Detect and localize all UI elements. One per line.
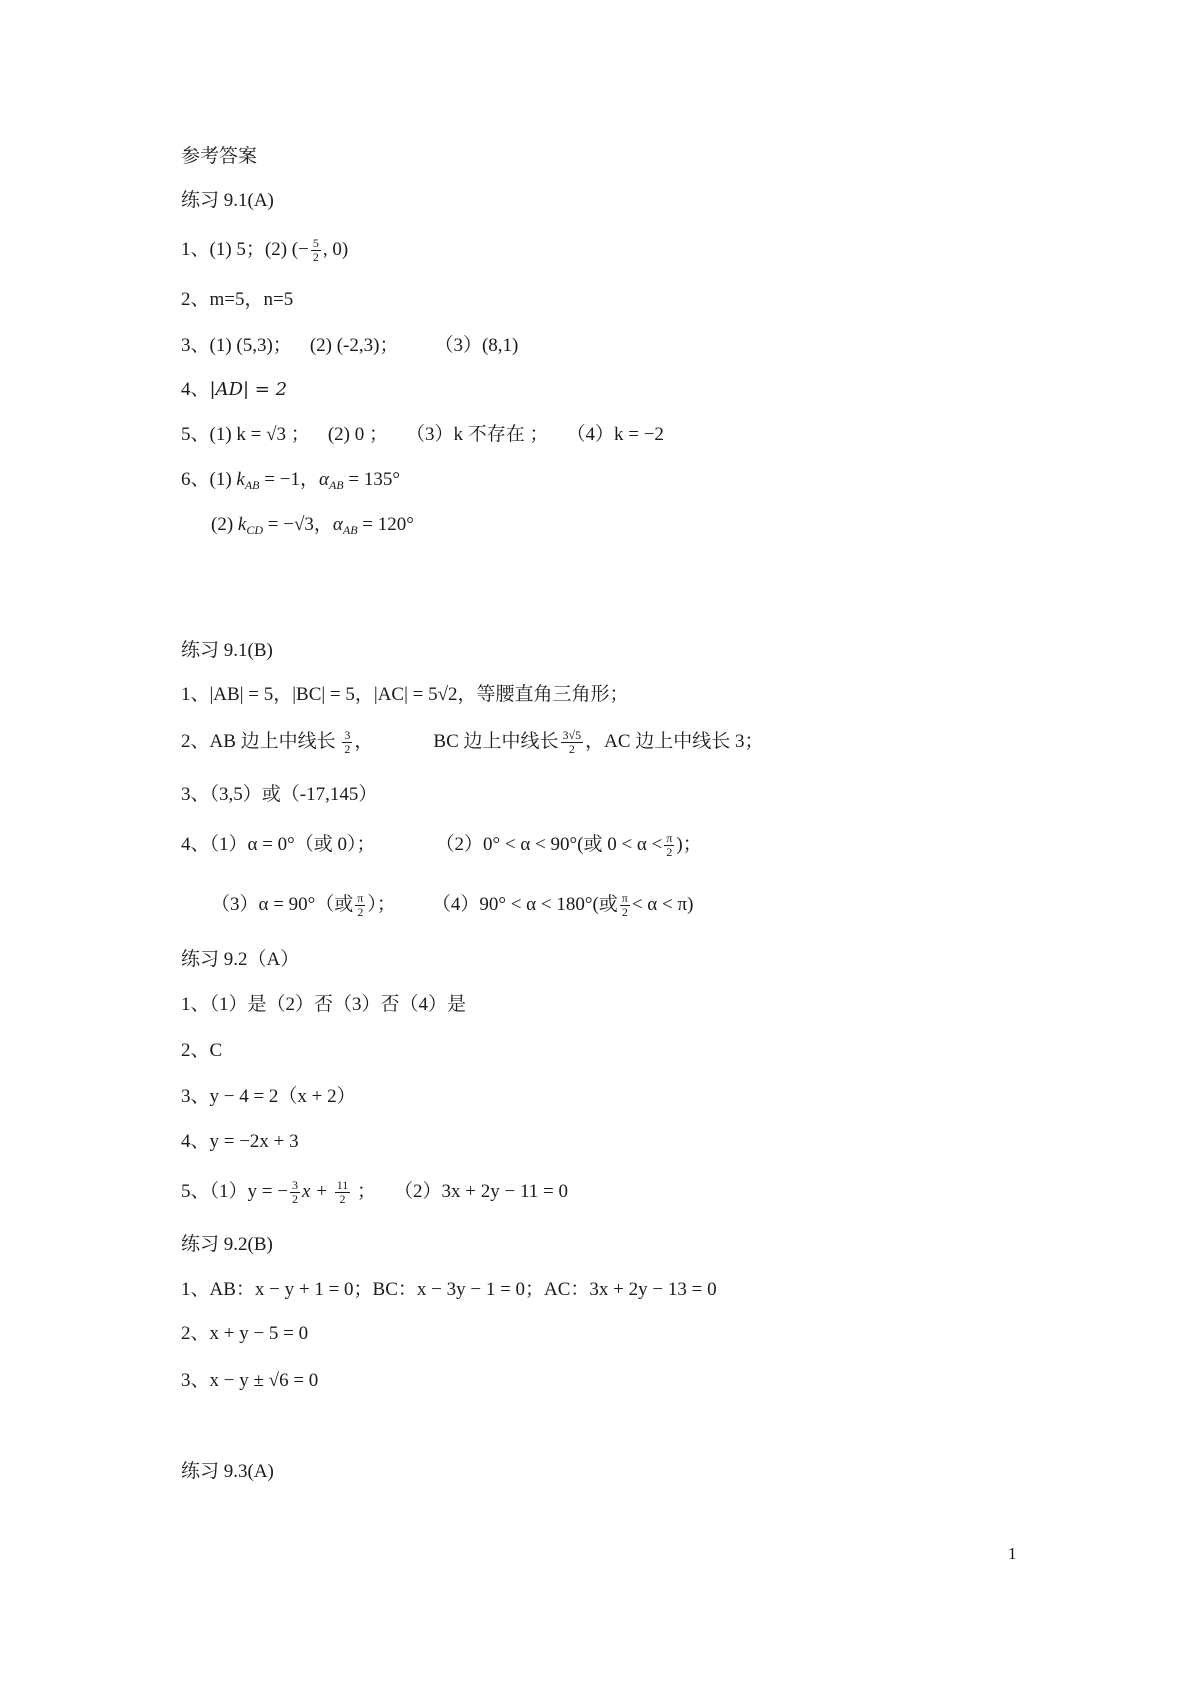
- answer-9-1a-2: 2、m=5，n=5: [181, 289, 294, 310]
- answer-text: , 0): [322, 239, 349, 260]
- fraction: [620, 892, 630, 919]
- slope-symbol: k: [236, 469, 245, 490]
- fraction-denominator: 2: [357, 905, 364, 920]
- answer-9-1b-2: [181, 727, 764, 757]
- subscript: CD: [246, 523, 264, 537]
- answer-text: BC 边上中线长: [433, 731, 559, 752]
- fraction-numerator: π: [621, 891, 628, 906]
- page-number: 1: [1008, 1544, 1017, 1563]
- answer-text: = −1，: [259, 469, 319, 490]
- answer-text: ，: [354, 731, 374, 752]
- answer-text: (2): [211, 514, 238, 535]
- answer-9-1b-3: 3、（3,5）或（-17,145）: [181, 784, 378, 805]
- section-heading-9-1a: 练习 9.1(A): [181, 190, 274, 211]
- fraction-numerator: 5: [312, 236, 319, 251]
- answer-part: < α < π): [631, 894, 694, 915]
- answer-9-1a-1: [181, 235, 348, 265]
- answer-part: (2) (-2,3)；: [309, 335, 399, 356]
- answer-text: 1、(1) 5；(2) (−: [181, 239, 309, 260]
- fraction-numerator: π: [666, 831, 673, 846]
- fraction-denominator: 2: [344, 742, 351, 757]
- math-expression: |AD| = 2: [209, 379, 288, 400]
- answer-part: )；: [676, 834, 702, 855]
- answer-9-2a-3: 3、y − 4 = 2（x + 2）: [181, 1086, 356, 1107]
- answer-part: （3）k 不存在 ；: [405, 424, 549, 445]
- answer-9-2a-2: 2、C: [181, 1040, 223, 1061]
- angle-symbol: α: [332, 514, 343, 535]
- answer-9-1a-6-2: [211, 510, 414, 545]
- answer-9-1a-5: [181, 420, 664, 450]
- answer-text: = 135°: [343, 469, 400, 490]
- fraction: [355, 892, 365, 919]
- slope-symbol: k: [237, 514, 247, 535]
- answer-part: （3）α = 90°（或: [211, 894, 354, 915]
- answer-text: 5、（1）y = −: [181, 1181, 288, 1202]
- fraction-denominator: 2: [312, 250, 319, 265]
- answer-part: （3）(8,1): [434, 335, 519, 356]
- answer-text: ，AC 边上中线长 3；: [585, 731, 764, 752]
- subscript: AB: [244, 478, 260, 492]
- answer-9-1b-4: [181, 830, 702, 860]
- answer-part: 3、(1) (5,3)；: [181, 335, 292, 356]
- answer-part: 5、(1) k = √3 ；: [181, 424, 310, 445]
- fraction: [335, 1179, 351, 1206]
- fraction: [561, 729, 584, 756]
- answer-part: (2) 0 ；: [327, 424, 388, 445]
- section-heading-9-2b: 练习 9.2(B): [181, 1234, 273, 1255]
- fraction-denominator: 2: [291, 1192, 298, 1207]
- answer-text: 2、AB 边上中线长: [181, 731, 341, 752]
- answer-9-2b-3: 3、x − y ± √6 = 0: [181, 1370, 319, 1391]
- fraction-denominator: 2: [339, 1192, 346, 1207]
- answer-9-2a-4: 4、y = −2x + 3: [181, 1131, 299, 1152]
- fraction-numerator: 11: [336, 1178, 349, 1193]
- fraction: [311, 237, 321, 264]
- section-heading-9-3a: 练习 9.3(A): [181, 1461, 274, 1482]
- answer-part: （2）0° < α < 90°(或 0 < α <: [435, 834, 663, 855]
- answer-text: x +: [301, 1181, 333, 1202]
- answer-text: （2）3x + 2y − 11 = 0: [394, 1181, 568, 1202]
- answer-9-2b-2: 2、x + y − 5 = 0: [181, 1323, 309, 1344]
- fraction-denominator: 2: [568, 742, 575, 757]
- answer-9-1b-4-2: [211, 890, 693, 920]
- subscript: AB: [342, 523, 358, 537]
- fraction-numerator: 3√5: [562, 728, 582, 743]
- page-title: 参考答案: [181, 146, 258, 167]
- fraction: [290, 1179, 300, 1206]
- answer-text: = −√3，: [263, 514, 333, 535]
- fraction-denominator: 2: [621, 905, 628, 920]
- answer-part: （4）90° < α < 180°(或: [431, 894, 618, 915]
- answer-part: （4）k = −2: [566, 424, 664, 445]
- answer-9-1a-3: [181, 331, 518, 361]
- answer-part: ）；: [367, 894, 396, 915]
- answer-9-2a-5: [181, 1177, 568, 1207]
- answer-9-1b-1: 1、|AB| = 5，|BC| = 5，|AC| = 5√2，等腰直角三角形；: [181, 684, 629, 705]
- answer-text: = 120°: [357, 514, 414, 535]
- fraction: [664, 832, 674, 859]
- fraction-numerator: π: [357, 891, 364, 906]
- answer-text: ；: [352, 1181, 377, 1202]
- angle-symbol: α: [318, 469, 329, 490]
- fraction-numerator: 3: [291, 1178, 298, 1193]
- fraction-numerator: 3: [344, 728, 351, 743]
- fraction: [342, 729, 352, 756]
- answer-text: 4、: [181, 379, 210, 400]
- answer-9-1a-6: [181, 465, 400, 500]
- subscript: AB: [328, 478, 344, 492]
- section-heading-9-1b: 练习 9.1(B): [181, 640, 273, 661]
- answer-9-2a-1: 1、（1）是（2）否（3）否（4）是: [181, 994, 467, 1015]
- answer-part: 4、（1）α = 0°（或 0）；: [181, 834, 376, 855]
- answer-9-2b-1: 1、AB：x − y + 1 = 0；BC：x − 3y − 1 = 0；AC：3x + 2y − 13 = 0: [181, 1279, 717, 1300]
- section-heading-9-2a: 练习 9.2（A）: [181, 949, 300, 970]
- fraction-denominator: 2: [666, 845, 673, 860]
- answer-9-1a-4: [181, 375, 287, 405]
- answer-text: 6、(1): [181, 469, 237, 490]
